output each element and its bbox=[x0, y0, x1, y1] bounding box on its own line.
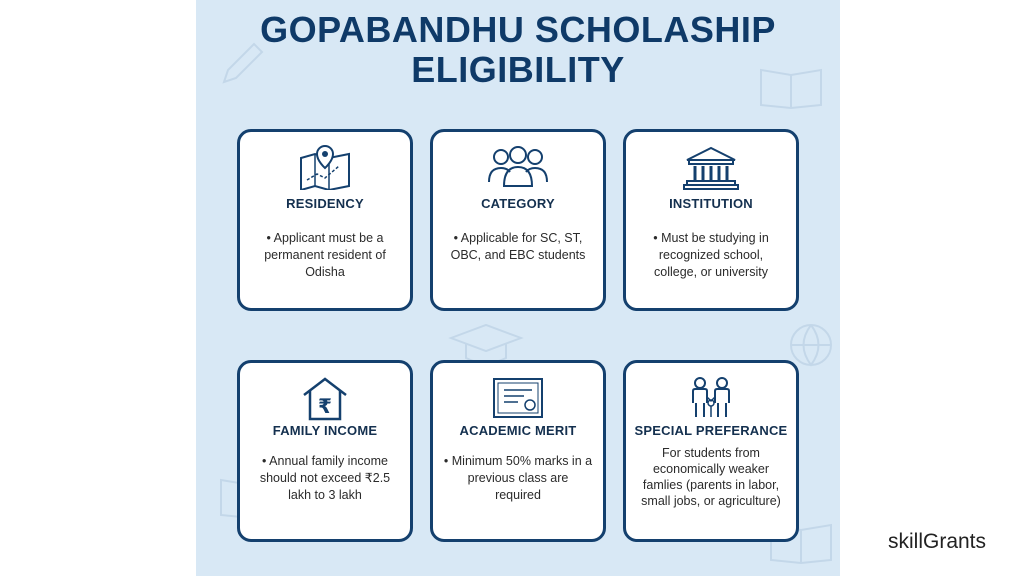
title-line-2: ELIGIBILITY bbox=[411, 49, 625, 90]
people-group-icon bbox=[486, 144, 550, 190]
brand-logo-text: skillGrants bbox=[888, 530, 987, 553]
title-line-1: GOPABANDHU SCHOLASHIP bbox=[260, 9, 776, 50]
card-description: • Must be studying in recognized school, college, or university bbox=[653, 231, 769, 279]
card-special-preference bbox=[623, 360, 799, 542]
card-description: • Applicant must be a permanent resident of Odisha bbox=[264, 231, 386, 279]
family-icon bbox=[683, 375, 739, 421]
certificate-icon bbox=[490, 375, 546, 421]
svg-text:₹: ₹ bbox=[318, 394, 332, 418]
card-title: CATEGORY bbox=[481, 196, 555, 211]
card-title: SPECIAL PREFERANCE bbox=[634, 423, 788, 438]
card-description: For students from economically weaker famlies (parents in labor, small jobs, or agriculture) bbox=[641, 446, 781, 508]
card-description: • Minimum 50% marks in a previous class are required bbox=[443, 454, 593, 502]
card-title: FAMILY INCOME bbox=[272, 423, 378, 438]
card-residency bbox=[237, 129, 413, 311]
card-description: • Annual family income should not exceed ₹2.5 lakh to 3 lakh bbox=[259, 454, 391, 502]
card-title: ACADEMIC MERIT bbox=[459, 423, 577, 438]
institution-building-icon bbox=[681, 144, 741, 190]
card-title: INSTITUTION bbox=[669, 196, 753, 211]
rupee-house-icon bbox=[300, 375, 350, 421]
card-title: RESIDENCY bbox=[286, 196, 364, 211]
card-institution bbox=[623, 129, 799, 311]
card-description: • Applicable for SC, ST, OBC, and EBC students bbox=[450, 231, 586, 262]
page-title bbox=[196, 10, 840, 90]
scholarship-poster bbox=[196, 0, 840, 576]
card-family-income bbox=[237, 360, 413, 542]
map-pin-icon bbox=[295, 144, 355, 190]
card-category bbox=[430, 129, 606, 311]
card-academic-merit bbox=[430, 360, 606, 542]
